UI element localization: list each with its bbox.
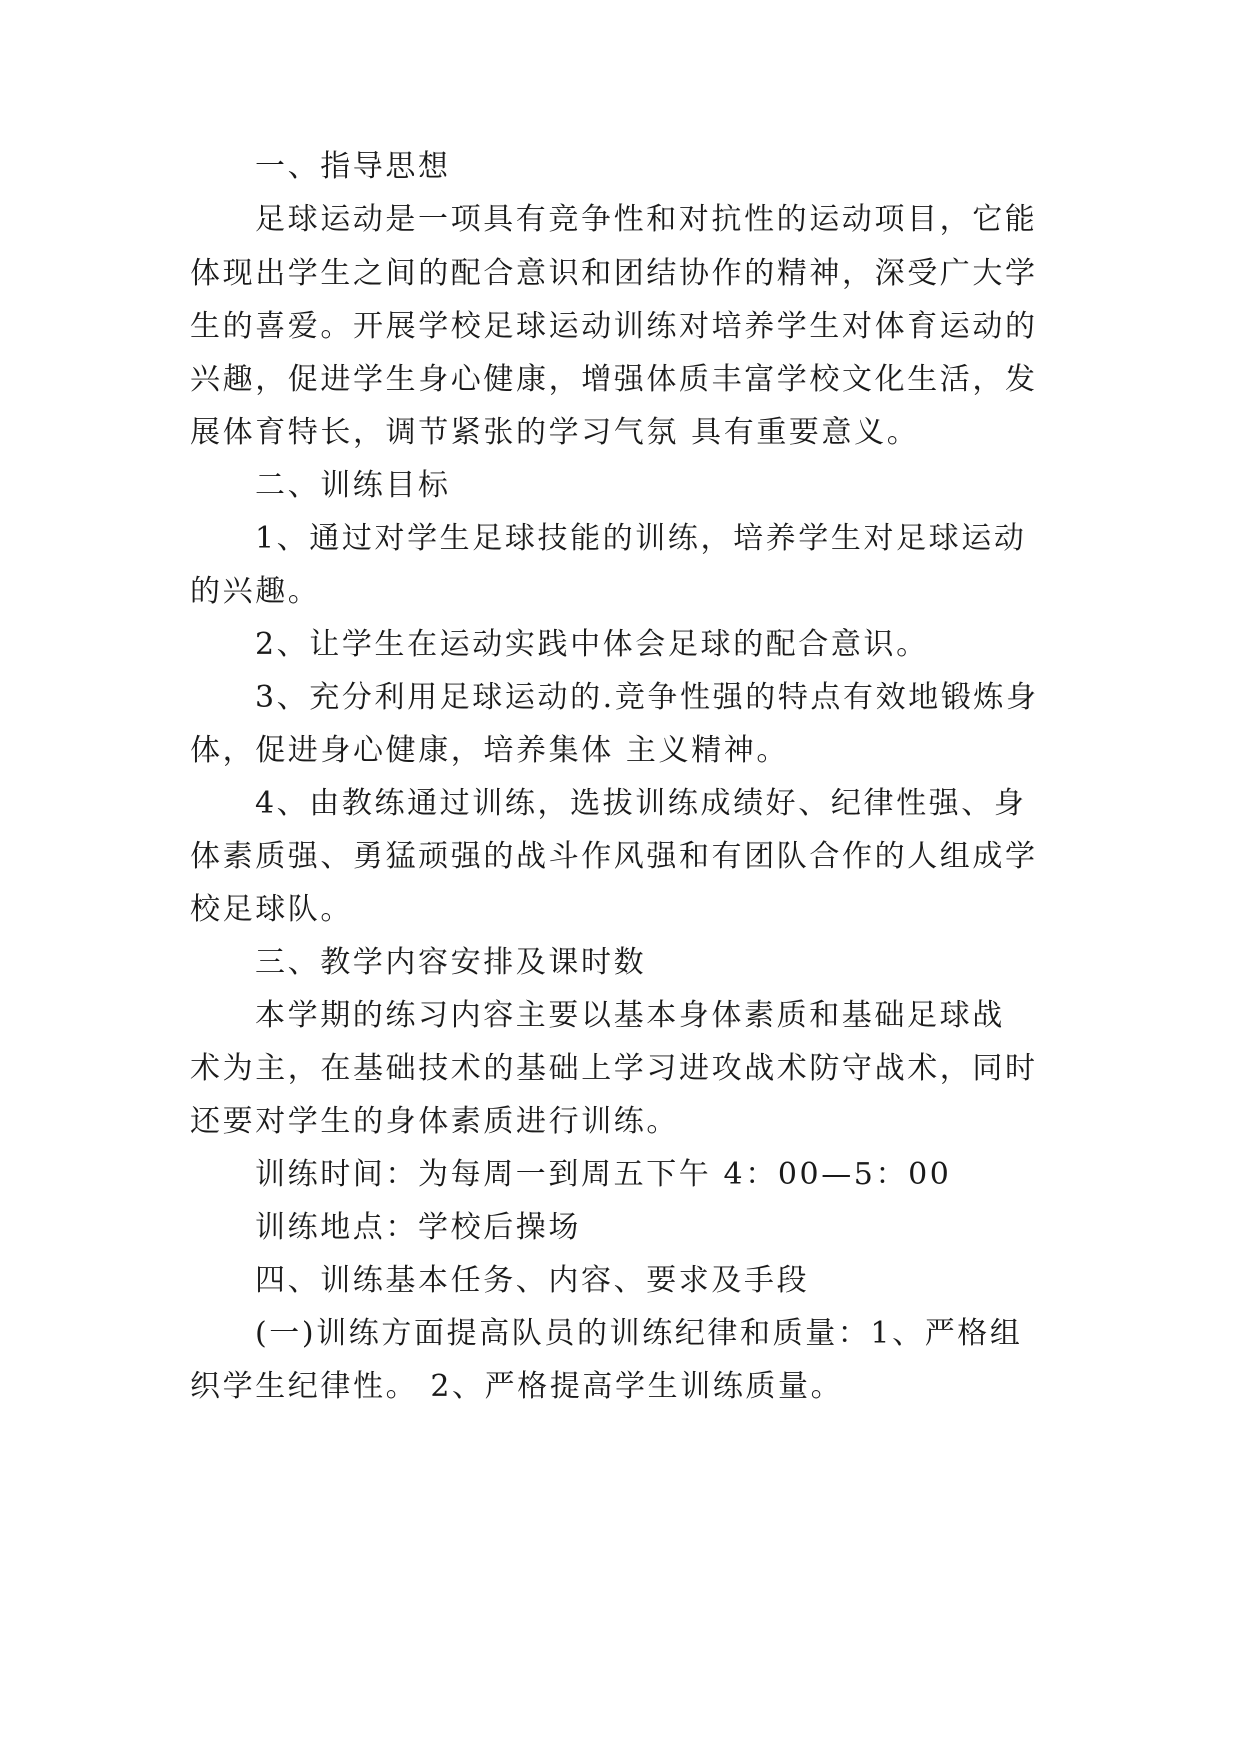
paragraph-line: 还要对学生的身体素质进行训练。 [190,1104,679,1139]
heading-teaching-content: 三、教学内容安排及课时数 [255,945,647,980]
paragraph-line: 3、充分利用足球运动的.竞争性强的特点有效地锻炼身 [255,680,1039,715]
paragraph-line: 本学期的练习内容主要以基本身体素质和基础足球战 [255,998,1005,1033]
heading-guiding-thought: 一、指导思想 [255,149,451,184]
paragraph-line: 2、让学生在运动实践中体会足球的配合意识。 [255,627,929,662]
paragraph-line: 1、通过对学生足球技能的训练，培养学生对足球运动 [255,521,1027,556]
paragraph-line: (一)训练方面提高队员的训练纪律和质量：1、严格组 [255,1316,1023,1351]
paragraph-line: 织学生纪律性。 2、严格提高学生训练质量。 [190,1369,844,1404]
paragraph-line: 体现出学生之间的配合意识和团结协作的精神，深受广大学 [190,256,1038,291]
paragraph-line: 4、由教练通过训练，选拔训练成绩好、纪律性强、身 [255,786,1027,821]
paragraph-line: 术为主，在基础技术的基础上学习进攻战术防守战术，同时 [190,1051,1038,1086]
paragraph-line: 校足球队。 [190,892,353,927]
heading-training-goals: 二、训练目标 [255,468,451,503]
paragraph-line: 兴趣，促进学生身心健康，增强体质丰富学校文化生活，发 [190,362,1038,397]
paragraph-line: 体素质强、勇猛顽强的战斗作风强和有团队合作的人组成学 [190,839,1038,874]
paragraph-line: 的兴趣。 [190,574,321,609]
training-time-line: 训练时间：为每周一到周五下午 4：00—5：00 [255,1157,952,1192]
paragraph-line: 足球运动是一项具有竞争性和对抗性的运动项目，它能 [255,202,1038,237]
paragraph-line: 生的喜爱。开展学校足球运动训练对培养学生对体育运动的 [190,309,1038,344]
paragraph-line: 展体育特长，调节紧张的学习气氛 具有重要意义。 [190,415,920,450]
training-location-line: 训练地点：学校后操场 [255,1210,581,1245]
heading-training-tasks: 四、训练基本任务、内容、要求及手段 [255,1263,810,1298]
paragraph-line: 体，促进身心健康，培养集体 主义精神。 [190,733,789,768]
